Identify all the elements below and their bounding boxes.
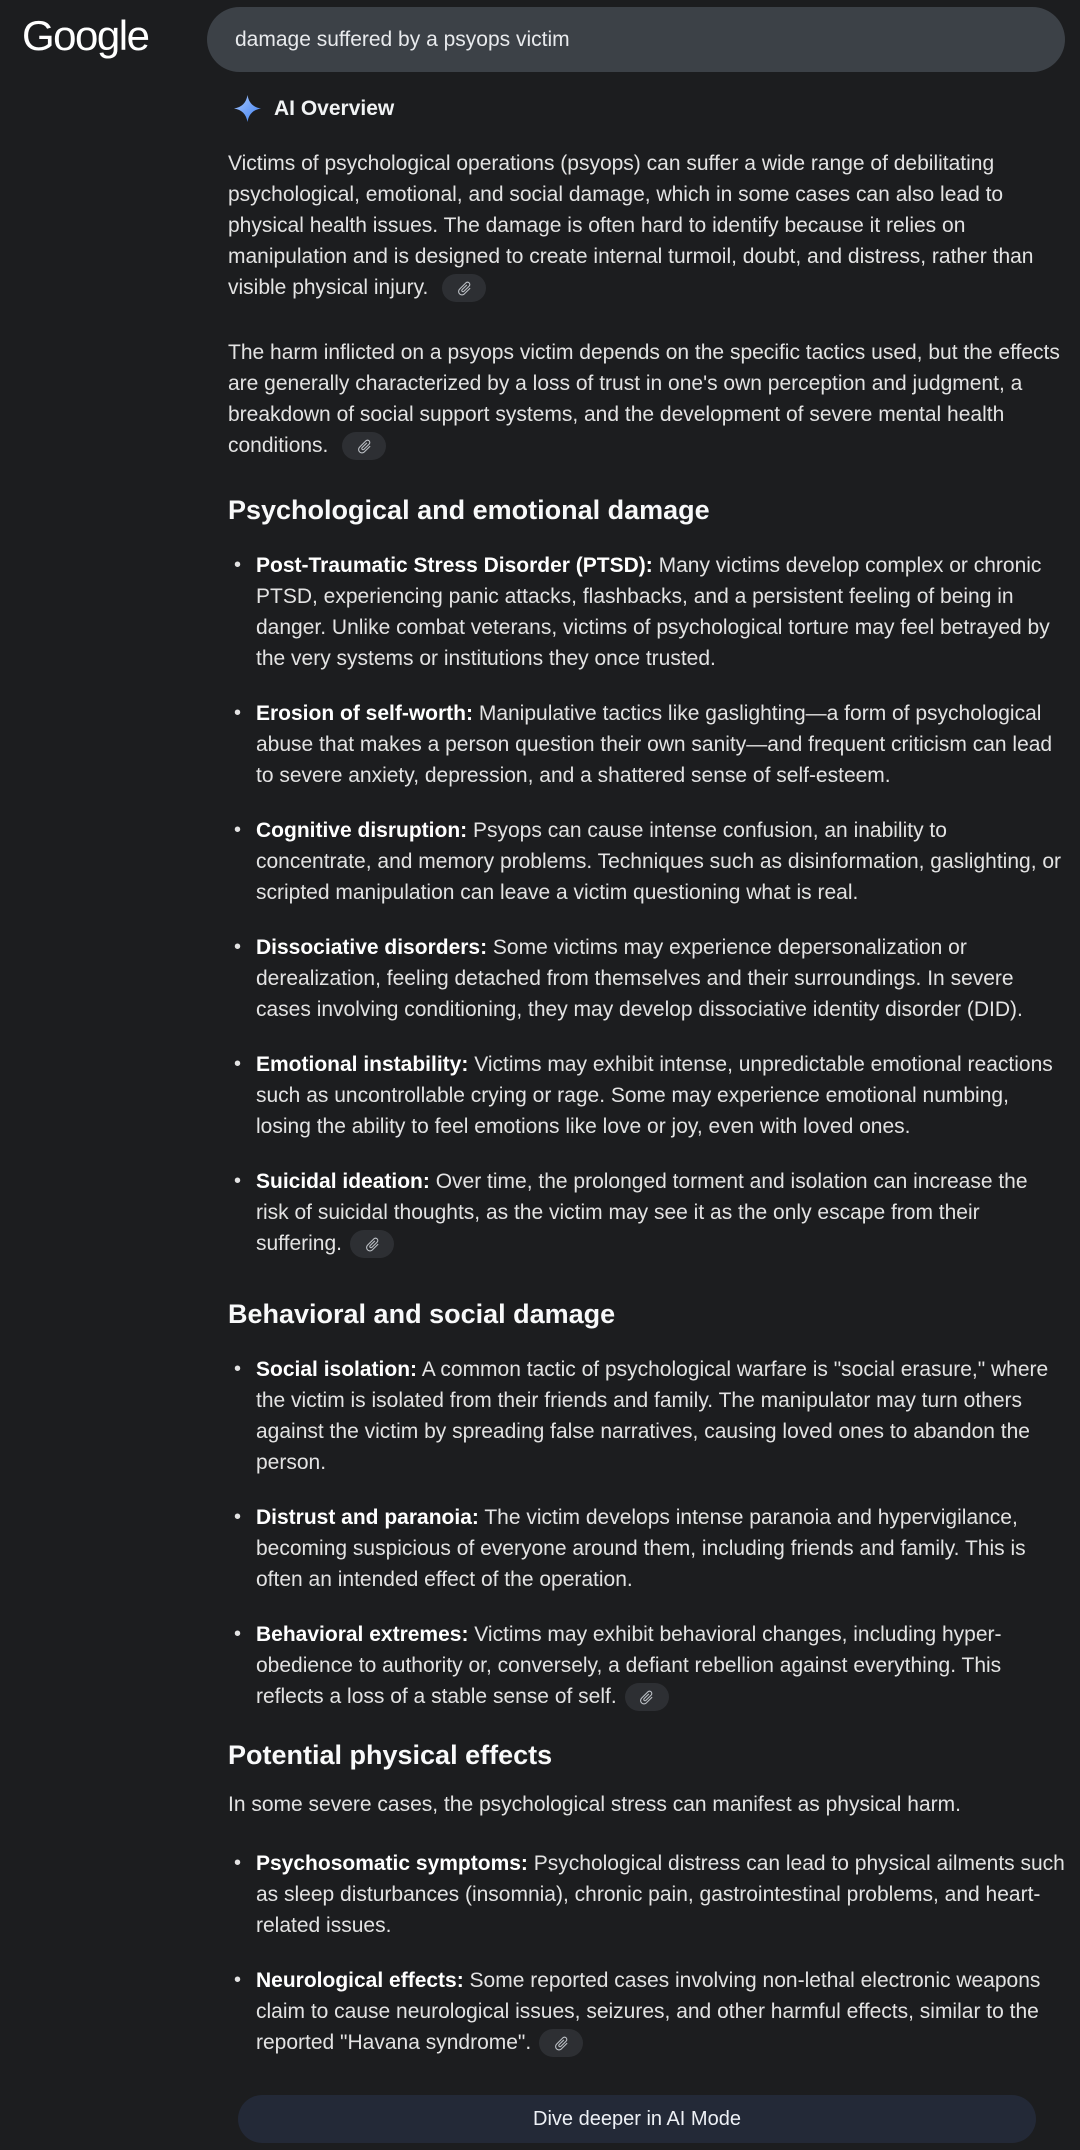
bullet-body: A common tactic of psychological warfare is "social erasure," where the victim is isolated from their friends and family. The manipulator may turn others against the victim by spreading false narratives, causing loved ones to abandon the person. (256, 1358, 1049, 1474)
bullet-body: The victim develops intense paranoia and hypervigilance, becoming suspicious of everyone around them, including friends and family. This is often an intended effect of the operation. (256, 1506, 1026, 1591)
search-header (0, 0, 1080, 80)
bullet-marker: • (234, 702, 242, 724)
bullet-lead: Post-Traumatic Stress Disorder (PTSD): (256, 554, 653, 577)
search-input[interactable] (207, 7, 1065, 72)
bullet-lead: Erosion of self-worth: (256, 702, 473, 725)
link-icon (549, 2031, 573, 2055)
bullet-body: Over time, the prolonged torment and isolation can increase the risk of suicidal thoughts, as the victim may see it as the only escape from their suffering. (256, 1170, 1028, 1255)
section-intro: In some severe cases, the psychological stress can manifest as physical harm. (228, 1793, 961, 1816)
bullet-lead: Suicidal ideation: (256, 1170, 430, 1193)
list-item (228, 1502, 1066, 1595)
source-link-chip[interactable] (350, 1230, 394, 1258)
search-query-text: damage suffered by a psyops victim (235, 27, 570, 51)
bullet-lead: Behavioral extremes: (256, 1623, 469, 1646)
list-item (228, 698, 1066, 791)
list-item (228, 1166, 1066, 1259)
list-item (228, 1965, 1066, 2058)
paragraph-text: The harm inflicted on a psyops victim depends on the specific tactics used, but the effects are generally characterized by a loss of trust in one's own perception and judgment, a breakdown of social support systems, and the development of severe mental health conditions. (228, 341, 1060, 457)
ai-overview-label: AI Overview (274, 96, 395, 120)
bullet-body: Manipulative tactics like gaslighting—a form of psychological abuse that makes a person question their own sanity—and frequent criticism can lead to severe anxiety, depression, and a shattered sense of self-esteem. (256, 702, 1053, 787)
bullet-lead: Dissociative disorders: (256, 936, 488, 959)
bullet-body: Psychological distress can lead to physical ailments such as sleep disturbances (insomnia), chronic pain, gastrointestinal problems, and heart-related issues. (256, 1852, 1065, 1937)
bullet-body: Many victims develop complex or chronic PTSD, experiencing panic attacks, flashbacks, and a persistent feeling of being in danger. Unlike combat veterans, victims of psychological torture may feel betrayed by the very systems or institutions they once trusted. (256, 554, 1050, 670)
section-heading: Behavioral and social damage (228, 1299, 616, 1329)
bullet-marker: • (234, 1170, 242, 1192)
list-item (228, 1354, 1066, 1478)
list-item (228, 1619, 1066, 1712)
source-link-chip[interactable] (442, 274, 486, 302)
bullet-marker: • (234, 1852, 242, 1874)
link-icon (352, 434, 376, 458)
bullet-marker: • (234, 1969, 242, 1991)
paragraph-text: Victims of psychological operations (psyops) can suffer a wide range of debilitating psychological, emotional, and social damage, which in some cases can also lead to physical health issues. The damage is often hard to identify because it relies on manipulation and is designed to create internal turmoil, doubt, and distress, rather than visible physical injury. (228, 152, 1034, 299)
bullet-body: Victims may exhibit behavioral changes, including hyper-obedience to authority or, conversely, a defiant rebellion against everything. This reflects a loss of a stable sense of self. (256, 1623, 1002, 1708)
bullet-lead: Social isolation: (256, 1358, 418, 1381)
link-icon (452, 276, 476, 300)
dive-deeper-ai-mode-button[interactable]: Dive deeper in AI Mode (238, 2095, 1036, 2143)
link-icon (635, 1685, 659, 1709)
bullet-body: Some victims may experience depersonalization or derealization, feeling detached from themselves and their surroundings. In severe cases involving conditioning, they may develop dissociative identity disorder (DID). (256, 936, 1023, 1021)
source-link-chip[interactable] (539, 2029, 583, 2057)
bullet-body: Psyops can cause intense confusion, an inability to concentrate, and memory problems. Techniques such as disinformation, gaslighting, or scripted manipulation can leave a victim questioning what is real. (256, 819, 1062, 904)
list-item (228, 1848, 1066, 1941)
bullet-body: Victims may exhibit intense, unpredictable emotional reactions such as uncontrollable crying or rage. Some may experience emotional numbing, losing the ability to feel emotions like love or joy, even with loved ones. (256, 1053, 1053, 1138)
bullet-marker: • (234, 554, 242, 576)
bullet-lead: Psychosomatic symptoms: (256, 1852, 528, 1875)
bullet-lead: Neurological effects: (256, 1969, 464, 1992)
ai-overview-header (234, 95, 1066, 122)
bullet-body: Some reported cases involving non-lethal electronic weapons claim to cause neurological issues, seizures, and other harmful effects, similar to the reported "Havana syndrome". (256, 1969, 1041, 2054)
intro-paragraph (228, 148, 1066, 303)
bullet-lead: Cognitive disruption: (256, 819, 468, 842)
source-link-chip[interactable] (342, 432, 386, 460)
list-item (228, 550, 1066, 674)
ai-overview-panel (228, 95, 1066, 2082)
bullet-lead: Emotional instability: (256, 1053, 469, 1076)
link-icon (360, 1232, 384, 1256)
bullet-lead: Distrust and paranoia: (256, 1506, 479, 1529)
sparkle-icon (234, 95, 261, 122)
bullet-marker: • (234, 1506, 242, 1528)
list-item (228, 815, 1066, 908)
bullet-marker: • (234, 936, 242, 958)
bullet-marker: • (234, 1623, 242, 1645)
bullet-marker: • (234, 819, 242, 841)
section-heading: Psychological and emotional damage (228, 495, 710, 525)
list-item (228, 932, 1066, 1025)
list-item (228, 1049, 1066, 1142)
bullet-marker: • (234, 1053, 242, 1075)
section-heading: Potential physical effects (228, 1740, 553, 1770)
bullet-marker: • (234, 1358, 242, 1380)
google-logo[interactable]: Google (22, 12, 149, 59)
intro-paragraph (228, 337, 1066, 461)
source-link-chip[interactable] (625, 1683, 669, 1711)
